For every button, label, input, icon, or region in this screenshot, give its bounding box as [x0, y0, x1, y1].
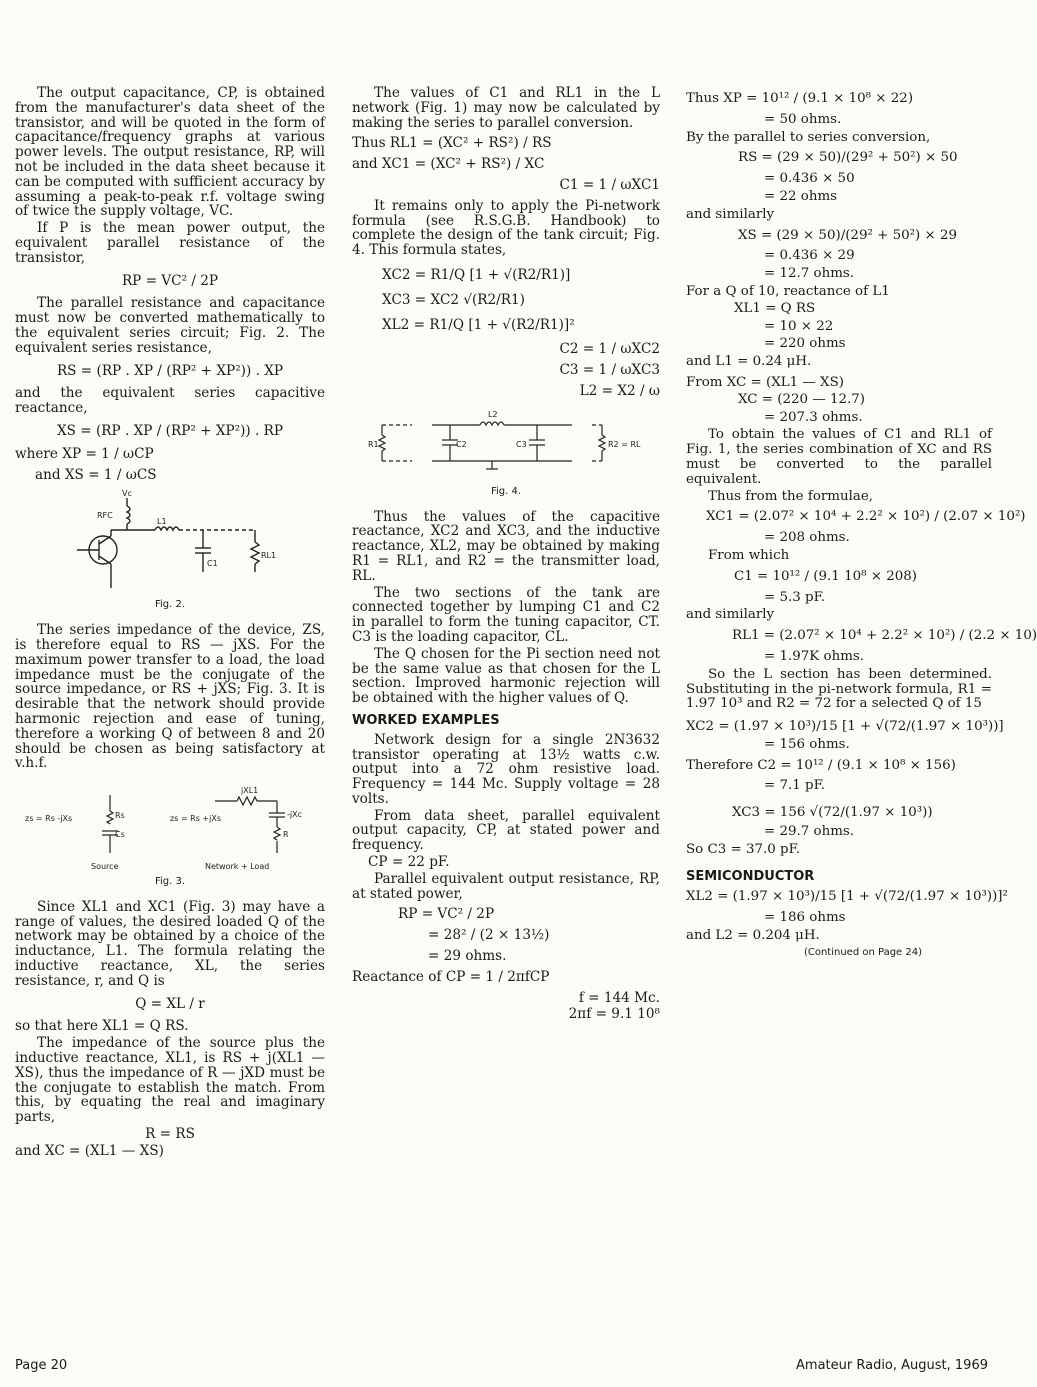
fig3-source-label: Source: [91, 862, 119, 872]
fig4-caption: Fig. 4.: [490, 485, 522, 497]
equation: XL2 = R1/Q [1 + √(R2/R1)]²: [382, 316, 575, 333]
svg-text:R: R: [283, 830, 289, 840]
svg-text:C3: C3: [516, 439, 527, 449]
paragraph: and similarly: [686, 607, 775, 623]
equation: C1 = 1 / ωXC1: [559, 176, 660, 193]
svg-text:Rs: Rs: [115, 811, 125, 821]
equation: RS = (RP . XP / (RP² + XP²)) . XP: [56, 362, 284, 379]
equation: = 208 ohms.: [764, 530, 850, 546]
paragraph: Thus from the formulae,: [708, 488, 874, 504]
equation: RL1 = (2.07² × 10⁴ + 2.2² × 10²) / (2.2 × 10): [732, 628, 1037, 644]
paragraph: and the equivalent series capacitive reactance,: [15, 385, 325, 417]
paragraph: If P is the mean power output, the equivalent parallel resistance of the transistor,: [15, 220, 325, 266]
equation: L2 = X2 / ω: [579, 382, 660, 399]
paragraph: The parallel resistance and capacitance must now be converted mathematically to the equivalent series circuit; Fig. 2. The equivalent series resistance,: [15, 295, 325, 356]
equation: So C3 = 37.0 pF.: [686, 841, 801, 857]
equation: XS = (29 × 50)/(29² + 50²) × 29: [738, 227, 957, 243]
equation: From XC = (XL1 — XS): [686, 374, 844, 390]
equation: C3 = 1 / ωXC3: [559, 362, 660, 379]
equation: XC1 = (2.07² × 10⁴ + 2.2² × 10²) / (2.07 × 10²): [706, 509, 1026, 525]
fig4-circuit-diagram: [352, 405, 652, 483]
equation: XC = (220 — 12.7): [738, 391, 866, 407]
equation: = 0.436 × 50: [764, 171, 855, 187]
equation: Reactance of CP = 1 / 2πfCP: [352, 968, 550, 985]
equation: = 28² / (2 × 13½): [428, 927, 550, 944]
equation: = 220 ohms: [764, 336, 846, 352]
paragraph: So the L section has been determined. Substituting in the pi-network formula, R1 = 1.97 10³ and R2 = 72 for a selected Q of 15: [686, 666, 992, 712]
paragraph: For a Q of 10, reactance of L1: [686, 283, 890, 299]
section-heading: WORKED EXAMPLES: [352, 712, 500, 728]
equation: = 5.3 pF.: [764, 589, 826, 605]
fig3-circuit-diagram: [15, 773, 315, 873]
continued-note: (Continued on Page 24): [803, 946, 922, 958]
svg-text:Vc: Vc: [122, 489, 132, 499]
svg-text:C1: C1: [207, 559, 218, 569]
svg-text:C2: C2: [456, 439, 467, 449]
paragraph: Parallel equivalent output resistance, RP, at stated power,: [352, 870, 660, 902]
equation: XL1 = Q RS: [734, 300, 816, 316]
svg-text:L1: L1: [157, 517, 167, 527]
equation: = 186 ohms: [764, 910, 846, 926]
page-number: Page 20: [15, 1358, 68, 1373]
svg-text:RFC: RFC: [97, 511, 113, 521]
equation: f = 144 Mc.: [578, 989, 660, 1006]
equation: = 10 × 22: [764, 318, 834, 334]
paragraph: From which: [708, 547, 790, 563]
paragraph: Since XL1 and XC1 (Fig. 3) may have a range of values, the desired loaded Q of the network may be obtained by a choice of the inductance, L1. The formula relating the inductive reactance, XL, the series resistance, r, and Q is: [15, 898, 325, 989]
equation: and XC1 = (XC² + RS²) / XC: [352, 156, 545, 173]
paragraph: The two sections of the tank are connected together by lumping C1 and C2 in parallel to form the tuning capacitor, CT. C3 is the loading capacitor, CL.: [352, 584, 660, 645]
equation: XC3 = XC2 √(R2/R1): [382, 291, 525, 308]
paragraph: It remains only to apply the Pi-network formula (see R.S.G.B. Handbook) to complete the design of the tank circuit; Fig. 4. This formula states,: [352, 197, 660, 259]
equation: 2πf = 9.1 10⁸: [568, 1006, 660, 1023]
equation: XC2 = (1.97 × 10³)/15 [1 + √(72/(1.97 × 10³))]: [686, 719, 1004, 735]
fig2-circuit-diagram: [15, 488, 315, 596]
equation: and L2 = 0.204 μH.: [686, 928, 820, 944]
equation: = 207.3 ohms.: [764, 409, 863, 425]
equation: XC2 = R1/Q [1 + √(R2/R1)]: [382, 266, 571, 283]
svg-text:-jXc: -jXc: [287, 810, 302, 820]
equation: = 29 ohms.: [428, 948, 507, 965]
journal-credit: Amateur Radio, August, 1969: [796, 1358, 988, 1373]
paragraph: Thus the values of the capacitive reactance, XC2 and XC3, and the inductive reactance, XL2, may be obtained by making R1 = RL1, and R2 = the transmitter load, RL.: [352, 508, 660, 584]
svg-text:R1: R1: [368, 439, 379, 449]
equation: C1 = 10¹² / (9.1 10⁸ × 208): [734, 568, 917, 584]
equation: XS = (RP . XP / (RP² + XP²)) . RP: [56, 422, 284, 439]
paragraph: Network design for a single 2N3632 transistor operating at 13½ watts c.w. output into a 72 ohm resistive load. Frequency = 144 Mc. Supply voltage = 28 volts.: [352, 731, 660, 807]
equation: = 50 ohms.: [764, 111, 842, 127]
column-1: [15, 86, 325, 1161]
svg-text:L2: L2: [488, 409, 498, 419]
equation: = 7.1 pF.: [764, 778, 826, 794]
fig3-caption: Fig. 3.: [154, 876, 186, 888]
svg-text:Cs: Cs: [115, 830, 125, 840]
equation: = 0.436 × 29: [764, 248, 855, 264]
svg-text:R2 = RL: R2 = RL: [608, 439, 641, 449]
paragraph: The output capacitance, CP, is obtained from the manufacturer's data sheet of the transistor, and will be quoted in the form of capacitance/frequency graphs at various power levels. The output resistance, RP, will not be included in the data sheet because it can be computed with sufficient accuracy by assuming a peak-to-peak r.f. voltage swing of twice the supply voltage, VC.: [15, 85, 325, 220]
equation: RP = VC² / 2P: [398, 906, 495, 923]
svg-text:zs = Rs +jXs: zs = Rs +jXs: [170, 814, 221, 824]
column-2: [352, 86, 660, 1024]
equation: Therefore C2 = 10¹² / (9.1 × 10⁸ × 156): [686, 757, 956, 773]
equation: Thus XP = 10¹² / (9.1 × 10⁸ × 22): [686, 91, 914, 106]
paragraph: The Q chosen for the Pi section need not be the same value as that chosen for the L section. Improved harmonic rejection will be obtained with the higher values of Q.: [352, 645, 660, 707]
equation: and XS = 1 / ωCS: [35, 466, 157, 483]
equation: RS = (29 × 50)/(29² + 50²) × 50: [738, 150, 958, 166]
equation: R = RS: [145, 1126, 195, 1143]
equation: Q = XL / r: [135, 995, 205, 1012]
equation: = 29.7 ohms.: [764, 824, 855, 840]
equation: Thus RL1 = (XC² + RS²) / RS: [352, 135, 552, 152]
paragraph: From data sheet, parallel equivalent output capacity, CP, at stated power and frequency.: [352, 807, 660, 854]
equation: XL2 = (1.97 × 10³)/15 [1 + √(72/(1.97 × 10³))]²: [686, 889, 1008, 905]
paragraph: The impedance of the source plus the inductive reactance, XL1, is RS + j(XL1 — XS), thus the impedance of R — jXD must be the conjugate to establish the match. From this, by equating the real and imaginary parts,: [15, 1035, 325, 1126]
equation: where XP = 1 / ωCP: [15, 445, 154, 462]
paragraph: The values of C1 and RL1 in the L network (Fig. 1) may now be calculated by making the series to parallel conversion.: [352, 85, 660, 131]
svg-text:jXL1: jXL1: [241, 786, 259, 796]
section-heading: SEMICONDUCTOR: [686, 868, 815, 884]
paragraph: so that here XL1 = Q RS.: [15, 1018, 189, 1035]
equation: CP = 22 pF.: [368, 854, 450, 871]
equation: = 22 ohms: [764, 188, 838, 204]
equation: and XC = (XL1 — XS): [15, 1142, 164, 1159]
equation: and L1 = 0.24 μH.: [686, 354, 812, 370]
equation: = 12.7 ohms.: [764, 266, 855, 282]
equation: RP = VC² / 2P: [121, 272, 219, 289]
paragraph: By the parallel to series conversion,: [686, 129, 931, 145]
column-3: [686, 86, 1037, 961]
equation: = 1.97K ohms.: [764, 648, 865, 664]
fig2-caption: Fig. 2.: [154, 599, 186, 611]
fig3-network-label: Network + Load: [205, 862, 270, 872]
paragraph: To obtain the values of C1 and RL1 of Fig. 1, the series combination of XC and RS must be converted to the parallel equivalent.: [686, 427, 992, 487]
equation: = 156 ohms.: [764, 736, 850, 752]
equation: C2 = 1 / ωXC2: [559, 341, 660, 358]
equation: XC3 = 156 √(72/(1.97 × 10³)): [732, 805, 933, 821]
paragraph: and similarly: [686, 206, 775, 222]
paragraph: The series impedance of the device, ZS, is therefore equal to RS — jXS. For the maximum power transfer to a load, the load impedance must be the conjugate of the source impedance, or RS + jXS; Fig. 3. It is desirable that the network should provide harmonic rejection and ease of tuning, therefore a working Q of between 8 and 20 should be chosen as being satisfactory at v.h.f.: [15, 622, 325, 772]
svg-text:zs = Rs -jXs: zs = Rs -jXs: [25, 814, 73, 824]
svg-text:RL1: RL1: [261, 551, 277, 561]
